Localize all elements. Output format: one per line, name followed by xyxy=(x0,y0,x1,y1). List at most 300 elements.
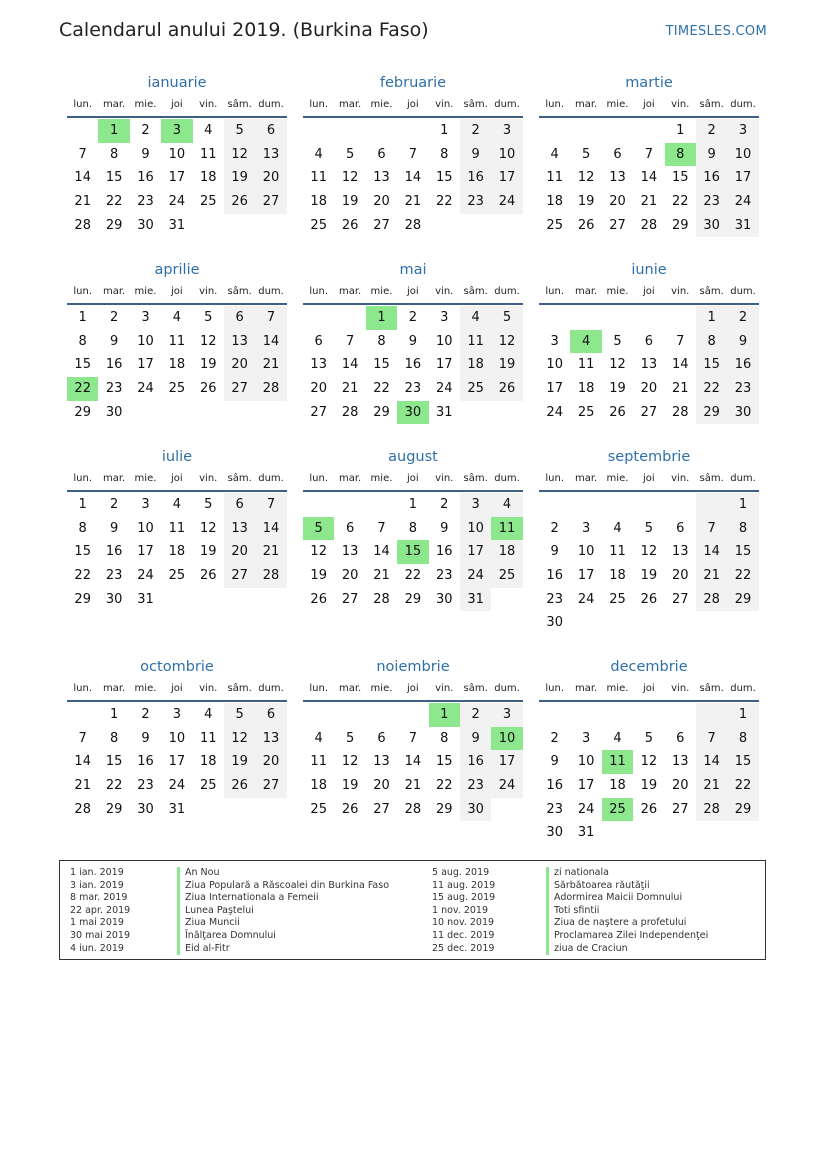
day-cell[interactable]: 19 xyxy=(341,778,359,794)
day-cell[interactable]: 27 xyxy=(224,377,255,401)
day-cell[interactable]: 18 xyxy=(609,568,626,584)
day-cell[interactable]: 14 xyxy=(255,517,286,541)
day-cell[interactable]: 29 xyxy=(696,401,727,425)
day-cell[interactable]: 26 xyxy=(224,774,255,798)
day-cell[interactable]: 23 xyxy=(435,568,453,584)
day-cell[interactable]: 17 xyxy=(727,166,758,190)
day-cell[interactable]: 26 xyxy=(609,404,626,420)
day-cell[interactable]: 27 xyxy=(373,801,390,817)
day-cell[interactable]: 20 xyxy=(671,568,689,584)
day-cell[interactable]: 12 xyxy=(640,544,658,560)
day-cell[interactable]: 7 xyxy=(377,520,386,536)
day-cell[interactable]: 26 xyxy=(640,801,658,817)
day-cell[interactable]: 22 xyxy=(727,774,758,798)
day-cell[interactable]: 13 xyxy=(671,544,689,560)
day-cell[interactable]: 30 xyxy=(137,801,154,817)
day-cell[interactable]: 24 xyxy=(491,190,522,214)
day-cell[interactable]: 15 xyxy=(373,357,390,373)
day-cell[interactable]: 16 xyxy=(546,568,563,584)
day-cell[interactable]: 19 xyxy=(199,357,217,373)
day-cell[interactable]: 22 xyxy=(105,778,123,794)
day-cell[interactable]: 15 xyxy=(74,544,91,560)
day-cell[interactable]: 3 xyxy=(141,310,150,325)
day-cell[interactable]: 31 xyxy=(727,214,758,238)
day-cell[interactable]: 5 xyxy=(204,310,213,325)
day-cell[interactable]: 25 xyxy=(168,568,186,584)
day-cell[interactable]: 2 xyxy=(460,119,491,143)
day-cell[interactable]: 8 xyxy=(109,730,119,746)
day-cell[interactable]: 24 xyxy=(460,564,491,588)
day-cell[interactable]: 14 xyxy=(696,750,727,774)
day-cell[interactable]: 31 xyxy=(577,825,595,841)
day-cell[interactable]: 3 xyxy=(491,703,522,727)
day-cell[interactable]: 21 xyxy=(255,353,286,377)
day-cell[interactable]: 28 xyxy=(255,377,286,401)
day-cell[interactable]: 22 xyxy=(373,381,390,397)
day-cell[interactable]: 6 xyxy=(314,333,323,349)
day-cell[interactable]: 10 xyxy=(460,517,491,541)
day-cell[interactable]: 20 xyxy=(341,568,359,584)
day-cell[interactable]: 10 xyxy=(168,730,186,746)
day-cell[interactable]: 24 xyxy=(137,568,154,584)
day-cell[interactable]: 4 xyxy=(172,497,181,512)
day-cell[interactable]: 8 xyxy=(78,333,87,349)
day-cell[interactable]: 24 xyxy=(137,381,154,397)
day-cell[interactable]: 18 xyxy=(199,754,217,770)
day-cell[interactable]: 21 xyxy=(696,564,727,588)
day-cell[interactable]: 2 xyxy=(109,497,119,512)
day-cell[interactable]: 23 xyxy=(546,591,563,607)
day-cell[interactable]: 24 xyxy=(577,591,595,607)
day-cell[interactable]: 15 xyxy=(727,540,758,564)
day-cell[interactable]: 1 xyxy=(440,123,449,138)
day-cell[interactable]: 9 xyxy=(109,333,119,349)
day-cell[interactable]: 28 xyxy=(640,217,658,233)
day-cell[interactable]: 12 xyxy=(224,143,255,167)
day-cell[interactable]: 4 xyxy=(314,730,323,746)
day-cell[interactable]: 2 xyxy=(440,497,449,512)
day-cell[interactable]: 14 xyxy=(696,540,727,564)
day-cell[interactable]: 18 xyxy=(310,194,327,210)
day-cell[interactable]: 2 xyxy=(141,707,150,722)
day-cell[interactable]: 24 xyxy=(727,190,758,214)
day-cell[interactable]: 15 xyxy=(671,170,689,186)
day-cell[interactable]: 19 xyxy=(609,381,626,397)
day-cell[interactable]: 12 xyxy=(310,544,327,560)
day-cell[interactable]: 20 xyxy=(609,194,626,210)
holiday-day-cell[interactable]: 30 xyxy=(397,401,428,425)
day-cell[interactable]: 16 xyxy=(460,750,491,774)
day-cell[interactable]: 8 xyxy=(440,146,449,162)
day-cell[interactable]: 4 xyxy=(613,730,622,746)
day-cell[interactable]: 23 xyxy=(546,801,563,817)
day-cell[interactable]: 1 xyxy=(78,497,87,512)
day-cell[interactable]: 29 xyxy=(373,404,390,420)
day-cell[interactable]: 3 xyxy=(440,310,449,325)
day-cell[interactable]: 30 xyxy=(460,798,491,822)
day-cell[interactable]: 2 xyxy=(109,310,119,325)
day-cell[interactable]: 21 xyxy=(74,194,91,210)
day-cell[interactable]: 12 xyxy=(199,333,217,349)
day-cell[interactable]: 9 xyxy=(440,520,449,536)
day-cell[interactable]: 20 xyxy=(224,540,255,564)
day-cell[interactable]: 6 xyxy=(255,703,286,727)
day-cell[interactable]: 19 xyxy=(640,778,658,794)
day-cell[interactable]: 9 xyxy=(727,330,758,354)
holiday-day-cell[interactable]: 1 xyxy=(366,306,397,330)
day-cell[interactable]: 6 xyxy=(377,146,386,162)
day-cell[interactable]: 17 xyxy=(435,357,453,373)
day-cell[interactable]: 30 xyxy=(105,591,123,607)
day-cell[interactable]: 19 xyxy=(310,568,327,584)
day-cell[interactable]: 21 xyxy=(696,774,727,798)
day-cell[interactable]: 18 xyxy=(577,381,595,397)
day-cell[interactable]: 26 xyxy=(640,591,658,607)
day-cell[interactable]: 27 xyxy=(671,801,689,817)
day-cell[interactable]: 23 xyxy=(727,377,758,401)
day-cell[interactable]: 25 xyxy=(577,404,595,420)
day-cell[interactable]: 16 xyxy=(460,166,491,190)
day-cell[interactable]: 27 xyxy=(255,774,286,798)
day-cell[interactable]: 25 xyxy=(546,217,563,233)
day-cell[interactable]: 20 xyxy=(640,381,658,397)
day-cell[interactable]: 22 xyxy=(105,194,123,210)
day-cell[interactable]: 19 xyxy=(224,166,255,190)
day-cell[interactable]: 8 xyxy=(78,520,87,536)
day-cell[interactable]: 4 xyxy=(491,493,522,517)
day-cell[interactable]: 4 xyxy=(550,146,559,162)
day-cell[interactable]: 4 xyxy=(314,146,323,162)
day-cell[interactable]: 11 xyxy=(168,520,186,536)
day-cell[interactable]: 5 xyxy=(581,146,591,162)
day-cell[interactable]: 28 xyxy=(696,798,727,822)
day-cell[interactable]: 29 xyxy=(74,404,91,420)
day-cell[interactable]: 15 xyxy=(105,754,123,770)
day-cell[interactable]: 7 xyxy=(408,146,417,162)
holiday-day-cell[interactable]: 8 xyxy=(665,143,696,167)
day-cell[interactable]: 10 xyxy=(577,544,595,560)
day-cell[interactable]: 28 xyxy=(341,404,359,420)
day-cell[interactable]: 24 xyxy=(168,778,186,794)
day-cell[interactable]: 10 xyxy=(727,143,758,167)
day-cell[interactable]: 25 xyxy=(491,564,522,588)
day-cell[interactable]: 14 xyxy=(671,357,689,373)
day-cell[interactable]: 6 xyxy=(255,119,286,143)
day-cell[interactable]: 11 xyxy=(310,170,327,186)
day-cell[interactable]: 2 xyxy=(550,730,559,746)
day-cell[interactable]: 11 xyxy=(546,170,563,186)
day-cell[interactable]: 30 xyxy=(435,591,453,607)
day-cell[interactable]: 3 xyxy=(491,119,522,143)
day-cell[interactable]: 10 xyxy=(137,520,154,536)
day-cell[interactable]: 18 xyxy=(168,544,186,560)
day-cell[interactable]: 15 xyxy=(105,170,123,186)
day-cell[interactable]: 16 xyxy=(404,357,422,373)
day-cell[interactable]: 5 xyxy=(644,730,653,746)
day-cell[interactable]: 20 xyxy=(255,750,286,774)
day-cell[interactable]: 20 xyxy=(373,194,390,210)
day-cell[interactable]: 3 xyxy=(550,333,559,349)
day-cell[interactable]: 6 xyxy=(676,520,685,536)
day-cell[interactable]: 31 xyxy=(435,404,453,420)
day-cell[interactable]: 28 xyxy=(404,217,422,233)
holiday-day-cell[interactable]: 11 xyxy=(602,750,633,774)
day-cell[interactable]: 31 xyxy=(168,801,186,817)
day-cell[interactable]: 25 xyxy=(460,377,491,401)
day-cell[interactable]: 2 xyxy=(408,310,417,325)
day-cell[interactable]: 22 xyxy=(696,377,727,401)
day-cell[interactable]: 5 xyxy=(224,703,255,727)
day-cell[interactable]: 9 xyxy=(550,754,559,770)
day-cell[interactable]: 19 xyxy=(224,750,255,774)
day-cell[interactable]: 22 xyxy=(727,564,758,588)
day-cell[interactable]: 21 xyxy=(404,778,422,794)
day-cell[interactable]: 29 xyxy=(105,217,123,233)
day-cell[interactable]: 29 xyxy=(435,801,453,817)
day-cell[interactable]: 1 xyxy=(109,707,119,722)
day-cell[interactable]: 16 xyxy=(546,778,563,794)
day-cell[interactable]: 1 xyxy=(408,497,417,512)
day-cell[interactable]: 28 xyxy=(255,564,286,588)
day-cell[interactable]: 9 xyxy=(408,333,417,349)
day-cell[interactable]: 18 xyxy=(609,778,626,794)
day-cell[interactable]: 6 xyxy=(224,493,255,517)
day-cell[interactable]: 19 xyxy=(341,194,359,210)
day-cell[interactable]: 23 xyxy=(105,381,123,397)
day-cell[interactable]: 3 xyxy=(172,707,181,722)
day-cell[interactable]: 23 xyxy=(460,774,491,798)
day-cell[interactable]: 26 xyxy=(199,381,217,397)
day-cell[interactable]: 8 xyxy=(408,520,417,536)
day-cell[interactable]: 29 xyxy=(404,591,422,607)
day-cell[interactable]: 17 xyxy=(137,357,154,373)
day-cell[interactable]: 24 xyxy=(577,801,595,817)
day-cell[interactable]: 20 xyxy=(224,353,255,377)
holiday-day-cell[interactable]: 4 xyxy=(570,330,601,354)
day-cell[interactable]: 11 xyxy=(199,730,217,746)
holiday-day-cell[interactable]: 3 xyxy=(161,119,192,143)
day-cell[interactable]: 1 xyxy=(676,123,685,138)
day-cell[interactable]: 6 xyxy=(377,730,386,746)
day-cell[interactable]: 22 xyxy=(74,568,91,584)
day-cell[interactable]: 10 xyxy=(137,333,154,349)
day-cell[interactable]: 6 xyxy=(224,306,255,330)
day-cell[interactable]: 5 xyxy=(345,730,355,746)
day-cell[interactable]: 7 xyxy=(408,730,417,746)
day-cell[interactable]: 26 xyxy=(199,568,217,584)
day-cell[interactable]: 19 xyxy=(491,353,522,377)
day-cell[interactable]: 6 xyxy=(676,730,685,746)
day-cell[interactable]: 4 xyxy=(460,306,491,330)
day-cell[interactable]: 15 xyxy=(435,170,453,186)
day-cell[interactable]: 23 xyxy=(404,381,422,397)
day-cell[interactable]: 12 xyxy=(640,754,658,770)
day-cell[interactable]: 21 xyxy=(74,778,91,794)
day-cell[interactable]: 2 xyxy=(727,306,758,330)
day-cell[interactable]: 27 xyxy=(671,591,689,607)
day-cell[interactable]: 26 xyxy=(224,190,255,214)
day-cell[interactable]: 14 xyxy=(74,754,91,770)
day-cell[interactable]: 18 xyxy=(491,540,522,564)
day-cell[interactable]: 2 xyxy=(550,520,559,536)
day-cell[interactable]: 27 xyxy=(640,404,658,420)
day-cell[interactable]: 13 xyxy=(255,727,286,751)
day-cell[interactable]: 8 xyxy=(109,146,119,162)
day-cell[interactable]: 18 xyxy=(460,353,491,377)
day-cell[interactable]: 21 xyxy=(640,194,658,210)
day-cell[interactable]: 31 xyxy=(168,217,186,233)
day-cell[interactable]: 28 xyxy=(74,801,91,817)
day-cell[interactable]: 25 xyxy=(609,591,626,607)
day-cell[interactable]: 9 xyxy=(460,727,491,751)
day-cell[interactable]: 25 xyxy=(168,381,186,397)
day-cell[interactable]: 3 xyxy=(460,493,491,517)
day-cell[interactable]: 13 xyxy=(341,544,359,560)
day-cell[interactable]: 15 xyxy=(696,353,727,377)
day-cell[interactable]: 6 xyxy=(345,520,355,536)
day-cell[interactable]: 1 xyxy=(696,306,727,330)
day-cell[interactable]: 4 xyxy=(172,310,181,325)
day-cell[interactable]: 13 xyxy=(609,170,626,186)
day-cell[interactable]: 16 xyxy=(105,357,123,373)
day-cell[interactable]: 20 xyxy=(671,778,689,794)
day-cell[interactable]: 24 xyxy=(435,381,453,397)
day-cell[interactable]: 29 xyxy=(105,801,123,817)
day-cell[interactable]: 16 xyxy=(105,544,123,560)
day-cell[interactable]: 10 xyxy=(546,357,563,373)
day-cell[interactable]: 13 xyxy=(255,143,286,167)
day-cell[interactable]: 17 xyxy=(168,170,186,186)
day-cell[interactable]: 29 xyxy=(727,798,758,822)
day-cell[interactable]: 10 xyxy=(435,333,453,349)
day-cell[interactable]: 11 xyxy=(460,330,491,354)
day-cell[interactable]: 22 xyxy=(404,568,422,584)
day-cell[interactable]: 16 xyxy=(137,754,154,770)
day-cell[interactable]: 8 xyxy=(696,330,727,354)
day-cell[interactable]: 12 xyxy=(491,330,522,354)
day-cell[interactable]: 12 xyxy=(341,754,359,770)
holiday-day-cell[interactable]: 1 xyxy=(429,703,460,727)
day-cell[interactable]: 9 xyxy=(550,544,559,560)
day-cell[interactable]: 23 xyxy=(137,194,154,210)
day-cell[interactable]: 14 xyxy=(404,754,422,770)
day-cell[interactable]: 13 xyxy=(671,754,689,770)
day-cell[interactable]: 31 xyxy=(460,588,491,612)
day-cell[interactable]: 1 xyxy=(78,310,87,325)
day-cell[interactable]: 23 xyxy=(137,778,154,794)
day-cell[interactable]: 24 xyxy=(491,774,522,798)
day-cell[interactable]: 29 xyxy=(74,591,91,607)
day-cell[interactable]: 18 xyxy=(168,357,186,373)
day-cell[interactable]: 3 xyxy=(141,497,150,512)
day-cell[interactable]: 12 xyxy=(199,520,217,536)
day-cell[interactable]: 30 xyxy=(137,217,154,233)
day-cell[interactable]: 15 xyxy=(74,357,91,373)
day-cell[interactable]: 26 xyxy=(310,591,327,607)
day-cell[interactable]: 12 xyxy=(341,170,359,186)
day-cell[interactable]: 20 xyxy=(310,381,327,397)
day-cell[interactable]: 13 xyxy=(224,330,255,354)
day-cell[interactable]: 9 xyxy=(141,730,150,746)
day-cell[interactable]: 30 xyxy=(727,401,758,425)
day-cell[interactable]: 25 xyxy=(310,801,327,817)
day-cell[interactable]: 7 xyxy=(255,493,286,517)
day-cell[interactable]: 12 xyxy=(577,170,595,186)
day-cell[interactable]: 11 xyxy=(310,754,327,770)
day-cell[interactable]: 4 xyxy=(204,707,213,722)
day-cell[interactable]: 7 xyxy=(345,333,355,349)
day-cell[interactable]: 24 xyxy=(546,404,563,420)
day-cell[interactable]: 18 xyxy=(546,194,563,210)
day-cell[interactable]: 24 xyxy=(168,194,186,210)
day-cell[interactable]: 29 xyxy=(727,588,758,612)
day-cell[interactable]: 14 xyxy=(341,357,359,373)
day-cell[interactable]: 28 xyxy=(404,801,422,817)
day-cell[interactable]: 22 xyxy=(435,778,453,794)
day-cell[interactable]: 31 xyxy=(137,591,154,607)
day-cell[interactable]: 3 xyxy=(581,520,591,536)
holiday-day-cell[interactable]: 1 xyxy=(98,119,129,143)
day-cell[interactable]: 22 xyxy=(671,194,689,210)
day-cell[interactable]: 15 xyxy=(727,750,758,774)
day-cell[interactable]: 4 xyxy=(613,520,622,536)
holiday-day-cell[interactable]: 25 xyxy=(602,798,633,822)
day-cell[interactable]: 19 xyxy=(640,568,658,584)
day-cell[interactable]: 23 xyxy=(460,190,491,214)
day-cell[interactable]: 26 xyxy=(341,217,359,233)
day-cell[interactable]: 12 xyxy=(609,357,626,373)
day-cell[interactable]: 17 xyxy=(491,166,522,190)
day-cell[interactable]: 27 xyxy=(373,217,390,233)
day-cell[interactable]: 13 xyxy=(640,357,658,373)
day-cell[interactable]: 5 xyxy=(345,146,355,162)
day-cell[interactable]: 5 xyxy=(613,333,622,349)
day-cell[interactable]: 25 xyxy=(310,217,327,233)
day-cell[interactable]: 3 xyxy=(727,119,758,143)
holiday-day-cell[interactable]: 11 xyxy=(491,517,522,541)
day-cell[interactable]: 5 xyxy=(224,119,255,143)
day-cell[interactable]: 27 xyxy=(255,190,286,214)
day-cell[interactable]: 21 xyxy=(671,381,689,397)
day-cell[interactable]: 21 xyxy=(255,540,286,564)
day-cell[interactable]: 28 xyxy=(696,588,727,612)
day-cell[interactable]: 30 xyxy=(105,404,123,420)
day-cell[interactable]: 14 xyxy=(404,170,422,186)
day-cell[interactable]: 21 xyxy=(373,568,390,584)
day-cell[interactable]: 7 xyxy=(696,517,727,541)
day-cell[interactable]: 4 xyxy=(204,123,213,138)
day-cell[interactable]: 14 xyxy=(255,330,286,354)
holiday-day-cell[interactable]: 5 xyxy=(303,517,334,541)
day-cell[interactable]: 12 xyxy=(224,727,255,751)
day-cell[interactable]: 6 xyxy=(613,146,622,162)
day-cell[interactable]: 2 xyxy=(141,123,150,138)
day-cell[interactable]: 11 xyxy=(609,544,626,560)
day-cell[interactable]: 15 xyxy=(435,754,453,770)
day-cell[interactable]: 14 xyxy=(640,170,658,186)
day-cell[interactable]: 10 xyxy=(168,146,186,162)
day-cell[interactable]: 28 xyxy=(74,217,91,233)
day-cell[interactable]: 5 xyxy=(644,520,653,536)
day-cell[interactable]: 11 xyxy=(168,333,186,349)
day-cell[interactable]: 3 xyxy=(581,730,591,746)
day-cell[interactable]: 9 xyxy=(141,146,150,162)
day-cell[interactable]: 9 xyxy=(109,520,119,536)
day-cell[interactable]: 16 xyxy=(435,544,453,560)
day-cell[interactable]: 8 xyxy=(727,517,758,541)
day-cell[interactable]: 18 xyxy=(310,778,327,794)
brand-link[interactable]: TIMESLES.COM xyxy=(665,24,767,39)
